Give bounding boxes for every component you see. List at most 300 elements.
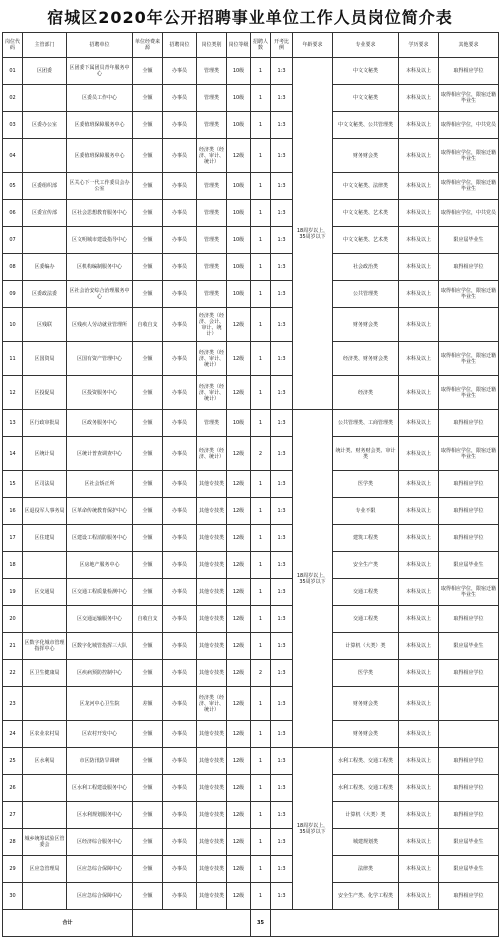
cell-dept: 区委政法委 [23,281,67,308]
cell-code: 18 [3,552,23,579]
cell-edu: 本科及以上 [399,437,439,471]
cell-code: 25 [3,748,23,775]
cell-major: 安全生产类、化学工程类 [333,883,399,910]
cell-post: 办事员 [163,200,197,227]
cell-level: 12级 [227,606,251,633]
cell-dept [23,85,67,112]
cell-post: 办事员 [163,471,197,498]
cell-major: 建筑工程类 [333,525,399,552]
cell-unit: 区农村开发中心 [67,721,133,748]
cell-code: 26 [3,775,23,802]
cell-fund: 全额 [133,856,163,883]
cell-unit: 区社会矫正所 [67,471,133,498]
cell-ratio: 1:3 [271,525,293,552]
cell-level: 12级 [227,660,251,687]
cell-ratio: 1:3 [271,112,293,139]
cell-cat: 经济类（经济、会计、审计、统计） [197,308,227,342]
cell-num: 2 [251,437,271,471]
cell-ratio: 1:3 [271,437,293,471]
cell-major: 中文文秘类、公共管理类 [333,112,399,139]
cell-other: 限应届毕业生 [439,227,499,254]
table-row [3,410,499,437]
table-row [3,721,499,748]
column-header: 学历要求 [399,33,439,58]
cell-num: 1 [251,687,271,721]
cell-other: 限应届毕业生 [439,633,499,660]
cell-age: 18周岁以上，35周岁以下 [293,748,333,910]
cell-code: 21 [3,633,23,660]
cell-edu: 本科及以上 [399,687,439,721]
table-row [3,58,499,85]
cell-age: 18周岁以上，35周岁以下 [293,58,333,410]
cell-fund: 全额 [133,342,163,376]
column-header: 其他要求 [439,33,499,58]
cell-cat: 经济类（经济、审计、统计） [197,342,227,376]
cell-fund: 全额 [133,200,163,227]
cell-post: 办事员 [163,802,197,829]
cell-dept [23,802,67,829]
cell-major: 中文文秘类、艺术类 [333,227,399,254]
cell-unit: 区应急综合保障中心 [67,856,133,883]
cell-ratio: 1:3 [271,687,293,721]
cell-post: 办事员 [163,883,197,910]
cell-edu: 本科及以上 [399,883,439,910]
cell-dept: 区行政审批局 [23,410,67,437]
cell-ratio: 1:3 [271,254,293,281]
cell-unit: 区数字化城管指挥三大队 [67,633,133,660]
cell-age: 18周岁以上，35周岁以下 [293,410,333,748]
cell-num: 1 [251,721,271,748]
cell-post: 办事员 [163,173,197,200]
cell-edu: 本科及以上 [399,342,439,376]
cell-unit: 区建设工程消防服务中心 [67,525,133,552]
cell-unit: 区龙河中心卫生院 [67,687,133,721]
cell-level: 10级 [227,200,251,227]
cell-unit: 区统计普查调查中心 [67,437,133,471]
cell-edu: 本科及以上 [399,227,439,254]
cell-num: 2 [251,660,271,687]
table-row [3,552,499,579]
cell-cat: 管理类 [197,200,227,227]
cell-num: 1 [251,883,271,910]
cell-post: 办事员 [163,281,197,308]
cell-post: 办事员 [163,775,197,802]
cell-num: 1 [251,342,271,376]
total-num: 35 [251,910,271,937]
cell-unit: 区委值班保障服务中心 [67,112,133,139]
cell-major: 中文文秘类、艺术类 [333,200,399,227]
cell-edu: 本科及以上 [399,498,439,525]
page-title: 宿城区2020年公开招聘事业单位工作人员岗位简介表 [47,8,453,27]
cell-num: 1 [251,579,271,606]
cell-num: 1 [251,748,271,775]
cell-unit: 区社会思想教育服务中心 [67,200,133,227]
cell-other: 取得相应学位 [439,660,499,687]
cell-post: 办事员 [163,342,197,376]
cell-unit: 区残疾人劳动就业管理所 [67,308,133,342]
cell-fund: 自收自支 [133,308,163,342]
cell-cat: 其他专技类 [197,552,227,579]
cell-num: 1 [251,227,271,254]
cell-edu: 本科及以上 [399,775,439,802]
total-spacer-end [271,910,499,937]
cell-other: 限应届毕业生 [439,856,499,883]
cell-other [439,687,499,721]
table-row [3,829,499,856]
cell-num: 1 [251,410,271,437]
cell-dept [23,139,67,173]
cell-dept: 区统计局 [23,437,67,471]
table-row [3,633,499,660]
cell-dept: 区团委 [23,58,67,85]
cell-edu: 本科及以上 [399,552,439,579]
cell-unit: 区团委下属团员青年服务中心 [67,58,133,85]
cell-num: 1 [251,606,271,633]
cell-post: 办事员 [163,498,197,525]
cell-level: 10级 [227,58,251,85]
cell-code: 10 [3,308,23,342]
cell-edu: 本科及以上 [399,721,439,748]
cell-fund: 全额 [133,775,163,802]
cell-major: 财务财会类 [333,721,399,748]
cell-level: 12级 [227,579,251,606]
table-row [3,579,499,606]
table-row [3,856,499,883]
cell-major: 公共管理类、工商管理类 [333,410,399,437]
cell-major: 公共管理类 [333,281,399,308]
cell-cat: 经济类（经济、审计、统计） [197,376,227,410]
cell-major: 经济类 [333,376,399,410]
cell-code: 11 [3,342,23,376]
cell-code: 06 [3,200,23,227]
table-row [3,139,499,173]
cell-dept: 区应急管理局 [23,856,67,883]
cell-dept [23,606,67,633]
cell-code: 01 [3,58,23,85]
cell-edu: 本科及以上 [399,410,439,437]
cell-dept [23,883,67,910]
cell-code: 27 [3,802,23,829]
table-row [3,342,499,376]
cell-post: 办事员 [163,660,197,687]
cell-num: 1 [251,802,271,829]
cell-post: 办事员 [163,829,197,856]
cell-unit: 区应急综合保障中心 [67,883,133,910]
cell-ratio: 1:3 [271,139,293,173]
cell-dept: 区投促局 [23,376,67,410]
cell-other: 取得相应学位，限宿迁籍毕业生 [439,579,499,606]
cell-edu: 本科及以上 [399,471,439,498]
cell-unit: 区委值班保障服务中心 [67,139,133,173]
cell-ratio: 1:3 [271,308,293,342]
cell-level: 12级 [227,376,251,410]
table-row [3,748,499,775]
cell-level: 12级 [227,687,251,721]
cell-unit: 区投资服务中心 [67,376,133,410]
cell-major: 计算机（大类）类 [333,633,399,660]
cell-ratio: 1:3 [271,498,293,525]
cell-unit: 区交通工程质量检测中心 [67,579,133,606]
cell-fund: 全额 [133,85,163,112]
cell-dept: 区委组织部 [23,173,67,200]
cell-cat: 管理类 [197,173,227,200]
cell-code: 22 [3,660,23,687]
cell-level: 12级 [227,552,251,579]
cell-major: 水利工程类、交通工程类 [333,775,399,802]
cell-fund: 全额 [133,437,163,471]
cell-major: 中文文秘类 [333,85,399,112]
table-row [3,775,499,802]
table-body [3,58,499,937]
cell-cat: 管理类 [197,254,227,281]
cell-num: 1 [251,254,271,281]
cell-other: 取得相应学位，限宿迁籍毕业生 [439,342,499,376]
table-row [3,802,499,829]
cell-num: 1 [251,856,271,883]
column-header: 招聘人数 [251,33,271,58]
cell-dept: 区农业农村局 [23,721,67,748]
column-header: 单位经费来源 [133,33,163,58]
cell-cat: 管理类 [197,112,227,139]
cell-major: 医学类 [333,471,399,498]
cell-major: 财务财会类 [333,308,399,342]
cell-edu: 本科及以上 [399,139,439,173]
cell-num: 1 [251,552,271,579]
column-header: 主管部门 [23,33,67,58]
cell-other: 取得相应学位 [439,471,499,498]
cell-ratio: 1:3 [271,721,293,748]
cell-num: 1 [251,139,271,173]
cell-cat: 管理类 [197,85,227,112]
cell-major: 专业不限 [333,498,399,525]
cell-dept: 区委办公室 [23,112,67,139]
cell-code: 20 [3,606,23,633]
cell-edu: 本科及以上 [399,579,439,606]
cell-major: 财务财会类 [333,687,399,721]
cell-num: 1 [251,775,271,802]
cell-edu: 本科及以上 [399,173,439,200]
cell-edu: 本科及以上 [399,748,439,775]
cell-fund: 全额 [133,112,163,139]
cell-cat: 其他专技类 [197,606,227,633]
cell-num: 1 [251,281,271,308]
table-row [3,660,499,687]
cell-num: 1 [251,376,271,410]
cell-ratio: 1:3 [271,227,293,254]
cell-other [439,721,499,748]
cell-dept: 区残联 [23,308,67,342]
cell-other: 取得相应学位 [439,606,499,633]
cell-edu: 本科及以上 [399,200,439,227]
cell-level: 12级 [227,471,251,498]
cell-level: 12级 [227,721,251,748]
cell-post: 办事员 [163,721,197,748]
cell-num: 1 [251,112,271,139]
table-header-row [3,33,499,58]
cell-dept: 区住建局 [23,525,67,552]
cell-unit: 区水利工程建设服务中心 [67,775,133,802]
table-row [3,254,499,281]
column-header: 专业要求 [333,33,399,58]
cell-fund: 全额 [133,227,163,254]
column-header: 岗位等级 [227,33,251,58]
cell-edu: 本科及以上 [399,254,439,281]
table-row [3,687,499,721]
total-spacer [133,910,251,937]
column-header: 岗位类别 [197,33,227,58]
cell-ratio: 1:3 [271,775,293,802]
cell-code: 12 [3,376,23,410]
cell-edu: 本科及以上 [399,856,439,883]
cell-fund: 全额 [133,721,163,748]
cell-level: 12级 [227,437,251,471]
cell-edu: 本科及以上 [399,112,439,139]
cell-post: 办事员 [163,606,197,633]
cell-other: 取得相应学位，限宿迁籍毕业生 [439,437,499,471]
cell-edu: 本科及以上 [399,633,439,660]
cell-fund: 全额 [133,58,163,85]
cell-dept [23,552,67,579]
cell-ratio: 1:3 [271,829,293,856]
cell-cat: 管理类 [197,281,227,308]
cell-major: 安全生产类 [333,552,399,579]
cell-cat: 其他专技类 [197,525,227,552]
cell-major: 城建规划类 [333,829,399,856]
cell-level: 10级 [227,227,251,254]
cell-fund: 全额 [133,579,163,606]
cell-code: 30 [3,883,23,910]
cell-other: 取得相应学位，中共党员 [439,112,499,139]
cell-level: 12级 [227,139,251,173]
cell-ratio: 1:3 [271,883,293,910]
table-row [3,606,499,633]
cell-fund: 差额 [133,687,163,721]
cell-num: 1 [251,498,271,525]
cell-major: 财务财会类 [333,139,399,173]
cell-other: 取得相应学位，限宿迁籍毕业生 [439,281,499,308]
cell-fund: 全额 [133,410,163,437]
table-row [3,281,499,308]
cell-num: 1 [251,58,271,85]
table-row [3,112,499,139]
cell-post: 办事员 [163,139,197,173]
cell-ratio: 1:3 [271,200,293,227]
cell-code: 03 [3,112,23,139]
cell-ratio: 1:3 [271,58,293,85]
cell-other: 取得相应学位，限宿迁籍毕业生 [439,139,499,173]
cell-code: 15 [3,471,23,498]
cell-code: 02 [3,85,23,112]
cell-cat: 管理类 [197,410,227,437]
cell-ratio: 1:3 [271,410,293,437]
cell-fund: 全额 [133,498,163,525]
cell-post: 办事员 [163,254,197,281]
cell-other: 取得相应学位 [439,58,499,85]
cell-cat: 其他专技类 [197,660,227,687]
cell-code: 19 [3,579,23,606]
cell-unit: 区交通运输服务中心 [67,606,133,633]
cell-other [439,308,499,342]
cell-cat: 其他专技类 [197,721,227,748]
column-header: 岗位代码 [3,33,23,58]
cell-ratio: 1:3 [271,748,293,775]
cell-fund: 全额 [133,471,163,498]
cell-level: 12级 [227,498,251,525]
cell-edu: 本科及以上 [399,376,439,410]
cell-num: 1 [251,308,271,342]
cell-major: 交通工程类 [333,606,399,633]
cell-post: 办事员 [163,579,197,606]
cell-ratio: 1:3 [271,281,293,308]
cell-unit: 区机构编制服务中心 [67,254,133,281]
table-row [3,471,499,498]
cell-fund: 全额 [133,254,163,281]
cell-post: 办事员 [163,525,197,552]
cell-major: 中文文秘类、法律类 [333,173,399,200]
cell-num: 1 [251,85,271,112]
cell-other: 限应届毕业生 [439,829,499,856]
cell-other: 取得相应学位 [439,775,499,802]
cell-cat: 其他专技类 [197,883,227,910]
cell-unit: 区疾病预防控制中心 [67,660,133,687]
cell-post: 办事员 [163,552,197,579]
cell-post: 办事员 [163,227,197,254]
cell-edu: 本科及以上 [399,85,439,112]
cell-code: 05 [3,173,23,200]
cell-unit: 市区防汛防旱调研 [67,748,133,775]
positions-table [2,32,499,937]
cell-other: 取得相应学位 [439,883,499,910]
cell-cat: 其他专技类 [197,579,227,606]
cell-edu: 本科及以上 [399,829,439,856]
cell-dept: 区数字化城市管理指挥中心 [23,633,67,660]
cell-num: 1 [251,200,271,227]
cell-cat: 管理类 [197,227,227,254]
table-row [3,525,499,552]
table-row [3,883,499,910]
cell-level: 10级 [227,112,251,139]
cell-fund: 全额 [133,883,163,910]
cell-ratio: 1:3 [271,552,293,579]
cell-ratio: 1:3 [271,606,293,633]
cell-level: 10级 [227,410,251,437]
cell-dept: 区委编办 [23,254,67,281]
cell-num: 1 [251,173,271,200]
cell-cat: 经济类（经济、统计） [197,437,227,471]
cell-fund: 全额 [133,748,163,775]
cell-fund: 全额 [133,281,163,308]
cell-fund: 全额 [133,139,163,173]
total-label: 合计 [3,910,133,937]
table-row [3,498,499,525]
cell-other: 取得相应学位 [439,748,499,775]
cell-level: 10级 [227,254,251,281]
cell-code: 13 [3,410,23,437]
table-row [3,173,499,200]
cell-unit: 区政务服务中心 [67,410,133,437]
cell-major: 中文文秘类 [333,58,399,85]
cell-major: 经济类、财务财会类 [333,342,399,376]
cell-ratio: 1:3 [271,856,293,883]
cell-ratio: 1:3 [271,802,293,829]
cell-unit: 区房地产服务中心 [67,552,133,579]
cell-fund: 全额 [133,525,163,552]
cell-cat: 其他专技类 [197,775,227,802]
table-row [3,376,499,410]
cell-code: 14 [3,437,23,471]
cell-cat: 其他专技类 [197,498,227,525]
cell-unit: 区经济综合服务中心 [67,829,133,856]
